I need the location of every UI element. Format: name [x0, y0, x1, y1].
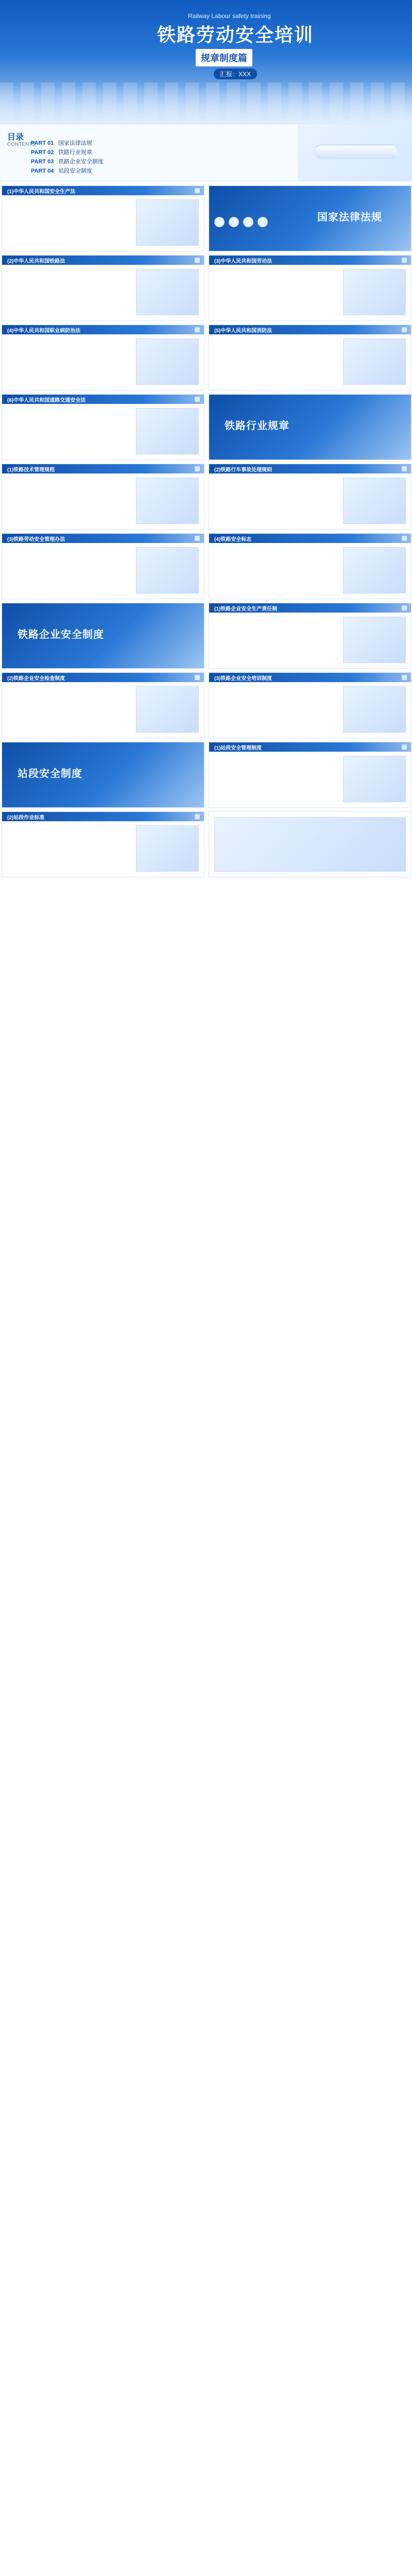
section-title: 国家法律法规 — [317, 212, 382, 223]
slide-image — [136, 478, 199, 524]
toc-item-label: 铁路行业规章 — [58, 149, 93, 156]
slide-header — [2, 256, 204, 265]
slide-image — [136, 686, 199, 733]
slide-title: (1)铁路企业安全生产责任制 — [214, 606, 278, 612]
slide-header — [209, 534, 411, 543]
section-title: 站段安全制度 — [18, 768, 82, 779]
slide-title: (2)铁路行车事故处理规则 — [214, 467, 272, 473]
cover-subtitle: 规章制度篇 — [196, 49, 252, 66]
header-icon — [402, 605, 407, 611]
slide-card — [2, 672, 204, 738]
toc-item-4 — [31, 166, 92, 175]
slide-header — [209, 742, 411, 752]
slide-card — [2, 325, 204, 391]
circle-icon — [258, 217, 268, 227]
cover-english-subtitle: Railway Labour safety training — [188, 12, 271, 20]
toc-item-part: PART 01 — [31, 140, 54, 146]
slide-header — [209, 603, 411, 613]
cover-hero — [0, 0, 412, 124]
toc-title: 目录 — [7, 133, 24, 142]
slide-header — [209, 673, 411, 682]
circle-icon — [229, 217, 239, 227]
slide-title: (2)铁路企业安全检查制度 — [7, 676, 65, 682]
train-icon — [314, 145, 397, 159]
slide-title: (6)中华人民共和国道路交通安全法 — [7, 398, 86, 403]
slide-card — [209, 185, 411, 251]
slide-header — [2, 464, 204, 473]
header-icon — [195, 397, 200, 402]
header-icon — [195, 258, 200, 263]
slide-title: (3)中华人民共和国劳动法 — [214, 259, 272, 264]
slide-image — [343, 617, 406, 663]
circle-icon — [243, 217, 253, 227]
slide-header — [209, 464, 411, 473]
slide-header — [2, 395, 204, 404]
slide-title: (4)中华人民共和国职业病防治法 — [7, 328, 81, 334]
slide-card — [209, 464, 411, 530]
slide-header — [209, 256, 411, 265]
slide-card — [209, 325, 411, 391]
section-title: 铁路企业安全制度 — [18, 629, 104, 640]
slide-header — [2, 186, 204, 195]
toc-item-part: PART 03 — [31, 159, 54, 165]
slide-image — [343, 269, 406, 315]
slide-image — [136, 199, 199, 246]
toc-item-2 — [31, 148, 92, 156]
section-title: 铁路行业规章 — [225, 420, 289, 432]
slide-card — [2, 811, 204, 877]
slide-card — [209, 603, 411, 669]
header-icon — [195, 188, 200, 193]
slide-title: (1)中华人民共和国安全生产法 — [7, 189, 76, 195]
header-icon — [195, 327, 200, 332]
slide-card — [2, 742, 204, 808]
slide-header — [2, 812, 204, 821]
slide-title: (2)站段作业标准 — [7, 815, 45, 821]
slide-image — [343, 686, 406, 733]
toc-item-3 — [31, 157, 104, 165]
slide-header — [2, 325, 204, 334]
toc-item-label: 站段安全制度 — [58, 168, 93, 174]
header-icon — [402, 466, 407, 471]
slide-title: (3)铁路劳动安全管理办法 — [7, 537, 65, 543]
slide-header — [209, 325, 411, 334]
header-icon — [195, 466, 200, 471]
header-icon — [402, 675, 407, 680]
slide-card — [2, 533, 204, 599]
slide-image — [136, 547, 199, 594]
toc-train-illustration — [298, 124, 412, 181]
icon-row — [214, 217, 268, 227]
slide-title: (5)中华人民共和国消防法 — [214, 328, 272, 334]
slide-image — [136, 408, 199, 454]
slide-card — [209, 672, 411, 738]
circle-icon — [214, 217, 225, 227]
slide-card — [2, 255, 204, 321]
slide-card — [209, 742, 411, 808]
slide-card — [2, 185, 204, 251]
toc-item-part: PART 02 — [31, 149, 54, 156]
slide-image — [136, 269, 199, 315]
toc-item-label: 国家法律法规 — [58, 140, 93, 146]
cover-skyline — [0, 82, 412, 124]
slide-header — [2, 534, 204, 543]
header-icon — [402, 744, 407, 750]
header-icon — [402, 536, 407, 541]
cover-title: 铁路劳动安全培训 — [157, 24, 314, 45]
slide-header — [2, 673, 204, 682]
slides-grid — [0, 180, 412, 2576]
table-of-contents — [0, 124, 412, 181]
slide-title: (3)铁路企业安全培训制度 — [214, 676, 272, 682]
slide-card — [209, 533, 411, 599]
toc-item-1 — [31, 139, 92, 147]
header-icon — [195, 675, 200, 680]
slide-image — [343, 547, 406, 594]
toc-item-part: PART 04 — [31, 168, 54, 174]
slide-card — [2, 464, 204, 530]
header-icon — [195, 536, 200, 541]
slide-card — [2, 394, 204, 460]
slide-image — [343, 478, 406, 524]
slide-image — [343, 338, 406, 385]
slide-image — [214, 817, 406, 872]
slide-card — [209, 255, 411, 321]
slide-image — [343, 756, 406, 802]
header-icon — [195, 814, 200, 819]
slide-image — [136, 825, 199, 872]
slide-title: (1)站段安全管理制度 — [214, 745, 262, 751]
slide-title: (4)铁路安全标志 — [214, 537, 252, 543]
slide-title: (1)铁路技术管理规程 — [7, 467, 55, 473]
toc-subtitle: CONTENTS — [7, 142, 36, 147]
slide-image — [136, 338, 199, 385]
header-icon — [402, 327, 407, 332]
slide-card — [2, 603, 204, 669]
cover-reporter: 汇报：XXX — [214, 69, 257, 79]
toc-item-label: 铁路企业安全制度 — [58, 159, 104, 165]
slide-title: (2)中华人民共和国铁路法 — [7, 259, 65, 264]
header-icon — [402, 258, 407, 263]
slide-card — [209, 394, 411, 460]
slide-card — [209, 811, 411, 877]
